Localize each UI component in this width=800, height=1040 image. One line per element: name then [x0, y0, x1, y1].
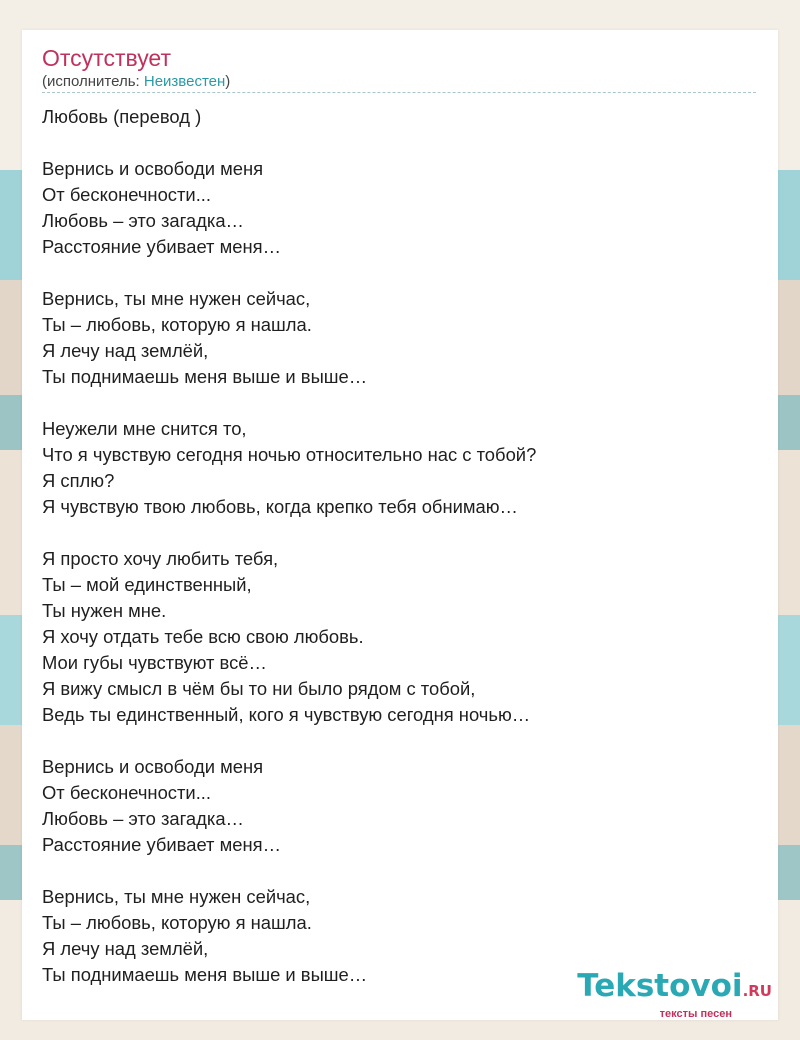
lyric-line: Ты поднимаешь меня выше и выше…	[42, 964, 368, 985]
lyric-line: Неужели мне снится то,	[42, 418, 247, 439]
lyrics-card	[22, 30, 778, 1020]
lyric-line: Ты нужен мне.	[42, 600, 167, 621]
logo-wordmark	[552, 969, 772, 1008]
stanza-gap	[42, 130, 762, 156]
logo-tld: .RU	[742, 982, 772, 1000]
lyric-line: Мои губы чувствуют всё…	[42, 652, 267, 673]
lyric-line: Любовь – это загадка…	[42, 808, 244, 829]
artist-prefix: (исполнитель:	[42, 73, 144, 90]
lyric-line: Любовь – это загадка…	[42, 210, 244, 231]
lyric-line: Я хочу отдать тебе всю свою любовь.	[42, 626, 364, 647]
lyric-line: Вернись и освободи меня	[42, 756, 264, 777]
lyric-line: От бесконечности...	[42, 184, 212, 205]
stanza-gap	[42, 858, 762, 884]
lyric-line: Ты – любовь, которую я нашла.	[42, 314, 312, 335]
lyric-line: Любовь (перевод )	[42, 106, 202, 127]
lyric-line: Что я чувствую сегодня ночью относительно нас с тобой?	[42, 444, 537, 465]
artist-link[interactable]: Неизвестен	[143, 73, 226, 90]
lyric-line: Я лечу над землёй,	[42, 938, 209, 959]
lyric-line: Ты – мой единственный,	[42, 574, 252, 595]
stanza-gap	[42, 728, 762, 754]
lyric-line: Я вижу смысл в чём бы то ни было рядом с тобой,	[42, 678, 476, 699]
stanza-gap	[42, 390, 762, 416]
lyric-line: Расстояние убивает меня…	[42, 834, 281, 855]
artist-suffix: )	[225, 73, 231, 90]
lyric-line: От бесконечности...	[42, 782, 212, 803]
artist-line	[42, 73, 230, 91]
lyric-line: Ты – любовь, которую я нашла.	[42, 912, 312, 933]
logo-tagline: тексты песен	[659, 1008, 732, 1020]
title-divider	[42, 92, 756, 93]
lyric-line: Я просто хочу любить тебя,	[42, 548, 279, 569]
lyric-line: Вернись и освободи меня	[42, 158, 264, 179]
lyric-line: Я лечу над землёй,	[42, 340, 209, 361]
lyric-line: Расстояние убивает меня…	[42, 236, 281, 257]
lyric-line: Вернись, ты мне нужен сейчас,	[42, 886, 311, 907]
site-logo[interactable]	[552, 969, 772, 1020]
lyric-line: Ведь ты единственный, кого я чувствую сегодня ночью…	[42, 704, 531, 725]
lyrics-text	[42, 104, 762, 988]
lyric-line: Вернись, ты мне нужен сейчас,	[42, 288, 311, 309]
stanza-gap	[42, 520, 762, 546]
stanza-gap	[42, 260, 762, 286]
lyric-line: Я чувствую твою любовь, когда крепко тебя обнимаю…	[42, 496, 518, 517]
song-title: Отсутствует	[42, 45, 171, 71]
lyric-line: Ты поднимаешь меня выше и выше…	[42, 366, 368, 387]
lyric-line: Я сплю?	[42, 470, 115, 491]
logo-name: Tekstovoi	[577, 968, 743, 1004]
